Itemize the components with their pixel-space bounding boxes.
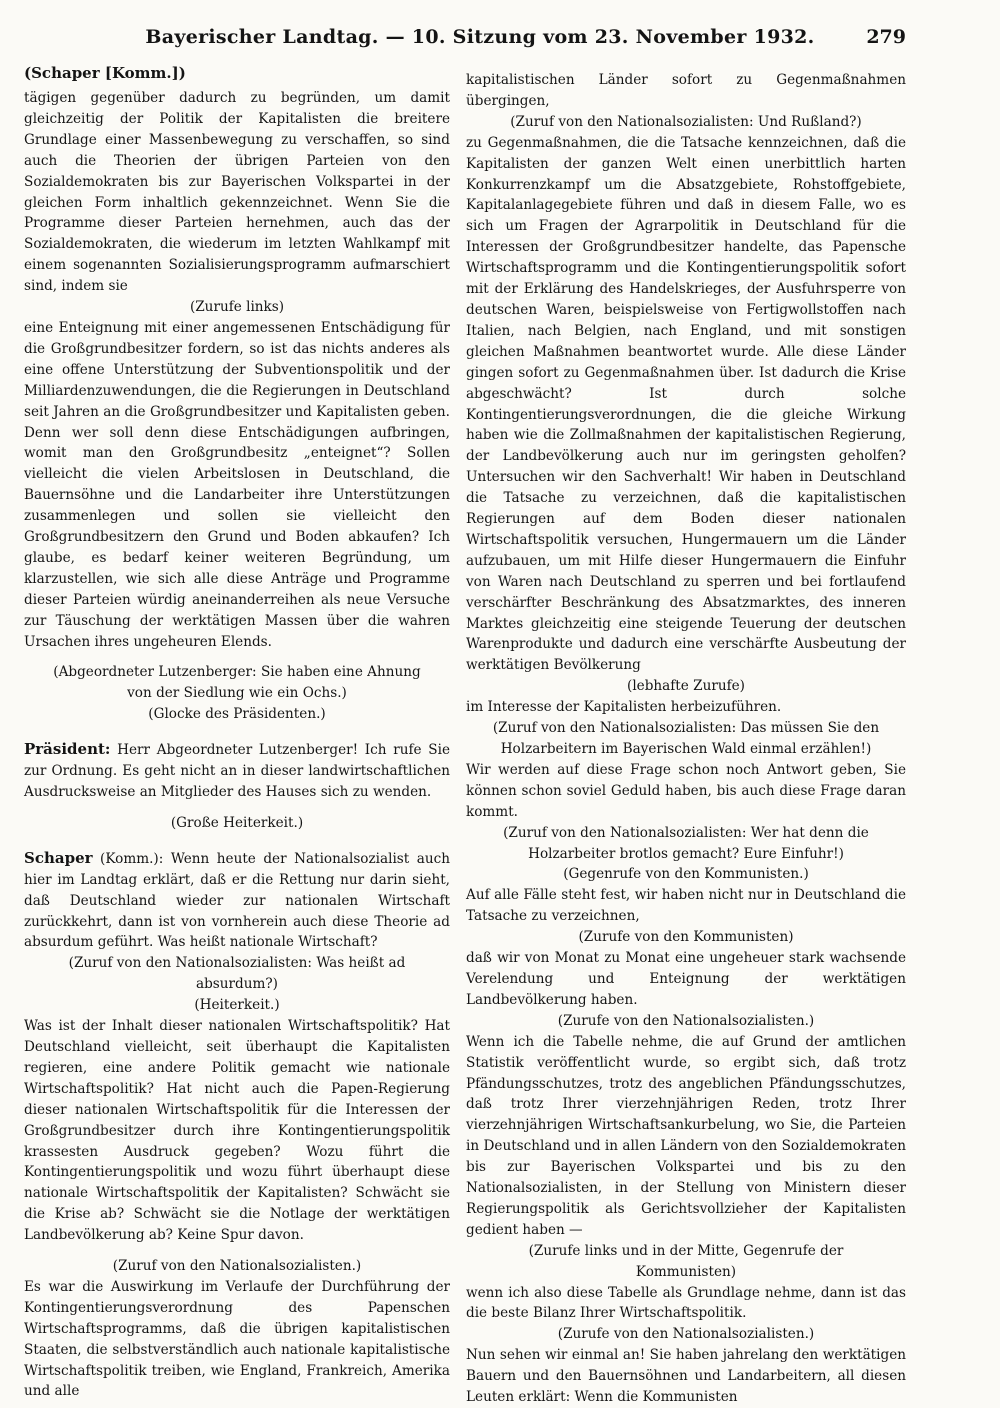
interjection: (Zuruf von den Nationalsozialisten: Was heißt ad absurdum?) bbox=[68, 955, 406, 993]
left-column bbox=[24, 64, 450, 1400]
interjection: (lebhafte Zurufe) bbox=[627, 678, 745, 695]
interjection: (Zuruf von den Nationalsozialisten: Das müssen Sie den Holzarbeitern im Bayerischen Wald einmal erzählen!) bbox=[492, 720, 880, 757]
paragraph: Nun sehen wir einmal an! Sie haben jahrelang den werktätigen Bauern und den Bauernsöhnen und Landarbeitern, all diesen Leuten erklärt: Wenn die Kommunisten bbox=[466, 1347, 906, 1406]
running-title: Bayerischer Landtag. — 10. Sitzung vom 23. November 1932. bbox=[145, 26, 815, 48]
speaker-president: Präsident: bbox=[24, 740, 111, 759]
interjection: (Zurufe von den Kommunisten) bbox=[578, 929, 794, 946]
paragraph: daß wir von Monat zu Monat eine ungeheuer stark wachsende Verelendung und Enteignung der werktätigen Landbevölkerung haben. bbox=[466, 950, 906, 1008]
paragraph: Wir werden auf diese Frage schon noch Antwort geben, Sie können schon soviel Geduld haben, bis auch diese Frage daran kommt. bbox=[466, 761, 906, 820]
speaker-schaper: Schaper bbox=[24, 848, 93, 867]
schaper-speech bbox=[24, 848, 450, 954]
president-speech bbox=[24, 739, 450, 803]
interjection: (Zurufe von den Nationalsozialisten.) bbox=[557, 1326, 815, 1343]
paragraph: Wenn ich die Tabelle nehme, die auf Grund der amtlichen Statistik veröffentlicht wurde, so ergibt sich, daß trotz Pfändungsschutzes, trotz des angeblichen Pfändungsschutzes, daß trotz Ihrer vierzehnjährigen Reden, trotz Ihrer vierzehnjährigen Wirtschaftsankurbelung, wo Sie, die Parteien in Deutschland und in allen Ländern von den Sozialdemokraten bis zur Bayerischen Volkspartei und bis zu den Nationalsozialisten, in der Stellung von Ministern dieser Regierungspolitik als Gerichtsvollzieher der Kapitalisten gedient haben — bbox=[466, 1033, 906, 1238]
paragraph: Es war die Auswirkung im Verlaufe der Durchführung der Kontingentierungsverordnung des Papenschen Wirtschaftsprogramms, daß die übrigen kapitalistischen Staaten, die selbstverständlich auch nationale kapitalistische Wirtschaftspolitik treiben, wie England, Frankreich, Amerika und alle bbox=[24, 1278, 450, 1400]
interjection: (Gegenrufe von den Kommunisten.) bbox=[563, 866, 809, 883]
interjection: (Glocke des Präsidenten.) bbox=[148, 706, 326, 723]
interjection: (Zurufe links und in der Mitte, Gegenrufe der Kommunisten) bbox=[528, 1242, 844, 1280]
paragraph: Was ist der Inhalt dieser nationalen Wirtschaftspolitik? Hat Deutschland vielleicht, seit überhaupt die Kapitalisten regieren, eine andere Politik gemacht wie nationale Wirtschaftspolitik? Hat nicht auch die Papen-Regierung dieser nationalen Wirtschaftspolitik für die Interessen der Großgrundbesitzer durch ihre Kontingentierungspolitik krassesten Ausdruck gegeben? Wozu führt die Kontingentierungspolitik und wozu führt überhaupt diese nationale Wirtschaftspolitik der Kapitalisten? Schwächt sie die Krise ab? Schwächt sie die Notlage der werktätigen Landbevölkerung ab? Keine Spur davon. bbox=[24, 1018, 450, 1244]
interjection: (Heiterkeit.) bbox=[194, 997, 280, 1014]
speaker-continuation: (Schaper [Komm.]) bbox=[24, 64, 186, 82]
paragraph: tägigen gegenüber dadurch zu begründen, um damit gleichzeitig der Politik der Kapitalisten die breitere Grundlage einer Massenbewegung zu verschaffen, so sind auch die Theorien der übrigen Parteien von den Sozialdemokraten bis zur Bayerischen Volkspartei in der gleichen Form inhaltlich gekennzeichnet. Wenn Sie die Programme dieser Parteien hernehmen, auch das der Sozialdemokraten, die wiederum im letzten Wahlkampf mit einem sogenannten Sozialisierungsprogramm aufmarschiert sind, indem sie bbox=[24, 90, 450, 295]
paragraph: kapitalistischen Länder sofort zu Gegenmaßnahmen übergingen, bbox=[466, 72, 906, 109]
interjection: (Zurufe links) bbox=[189, 299, 285, 316]
interjection: (Zurufe von den Nationalsozialisten.) bbox=[557, 1012, 815, 1029]
paragraph: eine Enteignung mit einer angemessenen Entschädigung für die Großgrundbesitzer fordern, so ist das nichts anderes als eine offene Unterstützung der Subventionspolitik und der Milliardenzuwendungen, die die Regierungen in Deutschland seit Jahren an die Großgrundbesitzer und Kapitalisten geben. Denn wer soll denn diese Entschädigungen aufbringen, womit man den Großgrundbesitz „enteignet“? Sollen vielleicht die vielen Arbeitslosen in Deutschland, die Bauernsöhne und die Landarbeiter ihre Unterstützungen zusammenlegen und sollen sie vielleicht den Großgrundbesitzern den Grund und Boden abkaufen? Ich glaube, es bedarf keiner weiteren Begründung, um klarzustellen, wie sich alle diese Anträge und Programme dieser Parteien würdig aneinanderreihen als neue Versuche zur Täuschung der werktätigen Massen über die wahren Ursachen ihres ungeheuren Elends. bbox=[24, 319, 450, 650]
interjection: (Abgeordneter Lutzenberger: Sie haben eine Ahnung von der Siedlung wie ein Ochs.) bbox=[53, 664, 421, 702]
paragraph: wenn ich also diese Tabelle als Grundlage nehme, dann ist das die beste Bilanz Ihrer Wirtschaftspolitik. bbox=[466, 1284, 906, 1322]
interjection: (Zuruf von den Nationalsozialisten: Wer hat denn die Holzarbeiter brotlos gemacht? Eure Einfuhr!) bbox=[503, 824, 869, 862]
speech-text: (Komm.): Wenn heute der Nationalsozialist auch hier im Landtag erklärt, daß er die Rettung nur darin sieht, daß Deutschland wieder zur nationalen Wirtschaft zurückkehrt, dann ist von vornherein auch diese Theorie ad absurdum geführt. Was heißt nationale Wirtschaft? bbox=[24, 850, 450, 951]
right-column bbox=[466, 70, 906, 1406]
page-number: 279 bbox=[866, 26, 906, 48]
paragraph: im Interesse der Kapitalisten herbeizuführen. bbox=[466, 699, 782, 716]
paragraph: zu Gegenmaßnahmen, die die Tatsache kennzeichnen, daß die Kapitalisten der ganzen Welt einen unerbittlich harten Konkurrenzkampf um die Absatzgebiete, Rohstoffgebiete, Kapitalanlagegebiete führen und daß in diesem Falle, wo es sich um Fragen der Agrarpolitik in Deutschland für die Interessen der Großgrundbesitzer handelte, das Papensche Wirtschaftsprogramm und die Kontingentierungspolitik sofort mit der Erklärung des Handelskrieges, der Ausfuhrsperre von deutschen Waren, beispielsweise von Fertigwollstoffen nach Italien, nach Belgien, nach England, und mit sonstigen gleichen Maßnahmen beantwortet wurde. Alle diese Länder gingen sofort zu Gegenmaßnahmen über. Ist dadurch die Krise abgeschwächt? Ist durch solche Kontingentierungsverordnungen, die die gleiche Wirkung haben wie die Zollmaßnahmen der kapitalistischen Regierung, der Landbevölkerung auch nur im geringsten geholfen? Untersuchen wir den Sachverhalt! Wir haben in Deutschland die Tatsache zu verzeichnen, daß die kapitalistischen Regierungen auf dem Boden dieser nationalen Wirtschaftspolitik versuchen, Hungermauern um die Länder aufzubauen, um mit Hilfe dieser Hungermauern die Einfuhr von Waren nach Deutschland zu sperren und bei fortlaufend verschärfter Beschränkung des Absatzmarktes, des inneren Marktes gleichzeitig eine steigende Teuerung der deutschen Warenprodukte und dadurch eine verschärfte Ausbeutung der werktätigen Bevölkerung bbox=[466, 134, 906, 674]
interjection: (Zuruf von den Nationalsozialisten: Und Rußland?) bbox=[510, 113, 862, 130]
paragraph: Auf alle Fälle steht fest, wir haben nicht nur in Deutschland die Tatsache zu verzeichnen, bbox=[466, 887, 906, 925]
speech-text: Herr Abgeordneter Lutzenberger! Ich rufe Sie zur Ordnung. Es geht nicht an in dieser landwirtschaftlichen Ausdrucksweise an Mitglieder des Hauses sich zu wenden. bbox=[24, 742, 450, 800]
interjection: (Zuruf von den Nationalsozialisten.) bbox=[112, 1258, 362, 1275]
page-header bbox=[0, 26, 1000, 52]
interjection: (Große Heiterkeit.) bbox=[170, 814, 304, 831]
